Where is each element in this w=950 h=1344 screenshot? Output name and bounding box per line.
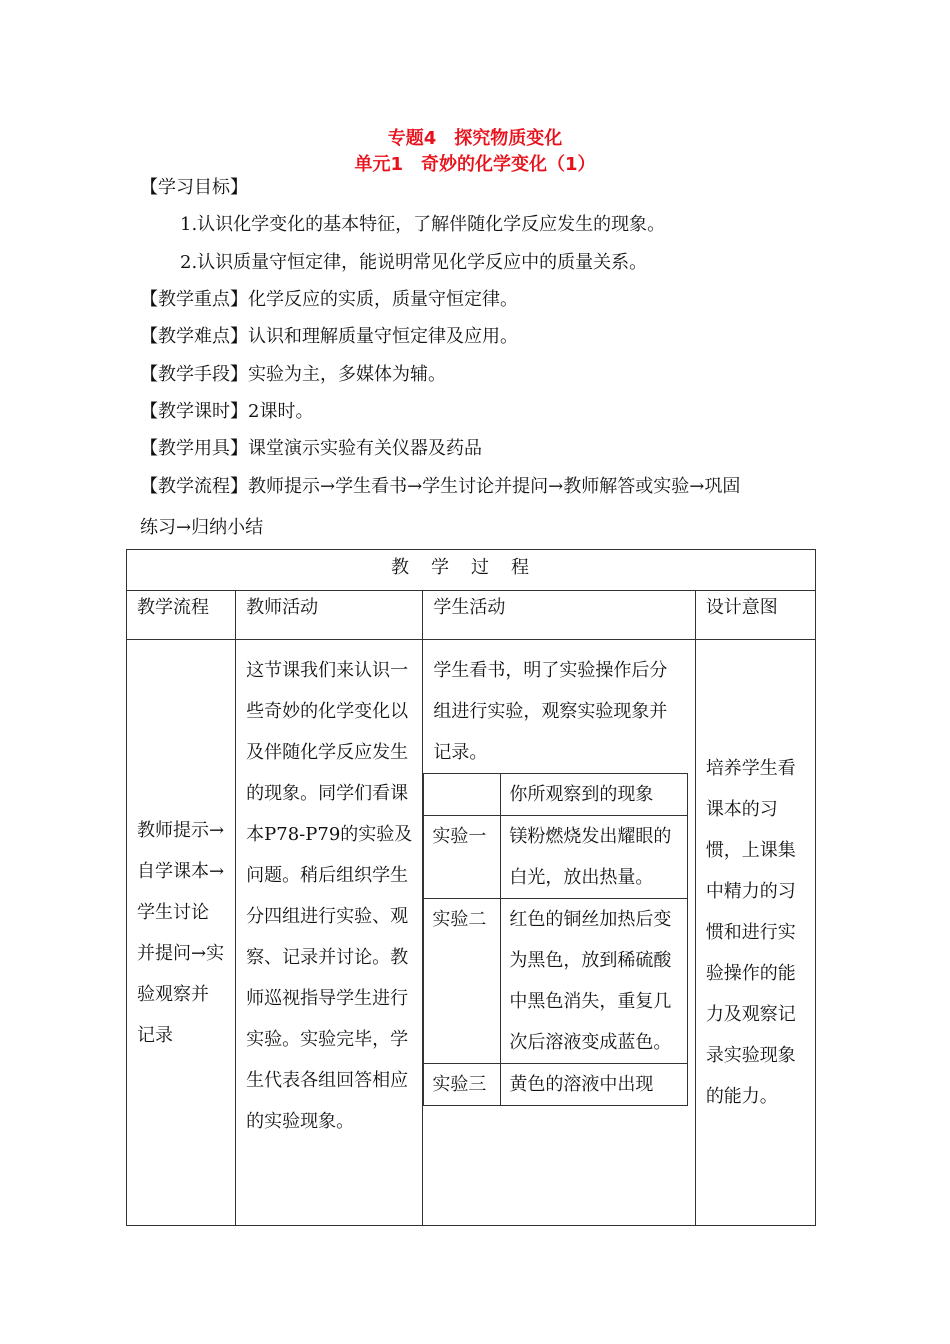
student-intro: 学生看书，明了实验操作后分组进行实验，观察实验现象并记录。 (433, 660, 668, 763)
column-header-intent: 设计意图 (695, 591, 815, 640)
difficulty-text: 认识和理解质量守恒定律及应用。 (248, 326, 518, 347)
flow-label: 【教学流程】 (140, 476, 248, 497)
key-point-row (140, 288, 518, 312)
means-row (140, 363, 446, 387)
teacher-activity-cell: 这节课我们来认识一些奇妙的化学变化以及伴随化学反应发生的现象。同学们看课本P78-P79的实验及问题。稍后组织学生分四组进行实验、观察、记录并讨论。教师巡视指导学生进行实验。实验完毕，学生代表各组回答相应的实验现象。 (236, 640, 423, 1226)
objective-1: 1.认识化学变化的基本特征，了解伴随化学反应发生的现象。 (180, 214, 666, 235)
observation-header: 你所观察到的现象 (501, 774, 688, 816)
experiment-result: 黄色的溶液中出现 (501, 1064, 688, 1106)
difficulty-label: 【教学难点】 (140, 326, 248, 347)
doc-subtitle: 单元1 奇妙的化学变化（1） (354, 154, 596, 175)
means-label: 【教学手段】 (140, 364, 248, 385)
observation-corner (424, 774, 501, 816)
objective-2: 2.认识质量守恒定律，能说明常见化学反应中的质量关系。 (180, 252, 648, 273)
difficulty-row (140, 325, 518, 349)
hours-text: 2课时。 (248, 401, 314, 422)
tools-row (140, 437, 482, 461)
objectives-label: 【学习目标】 (140, 177, 248, 198)
experiment-name: 实验一 (424, 816, 501, 899)
doc-title: 专题4 探究物质变化 (387, 128, 563, 149)
experiment-result: 镁粉燃烧发出耀眼的白光，放出热量。 (501, 816, 688, 899)
column-header-student: 学生活动 (423, 591, 695, 640)
flow-cell: 教师提示→自学课本→学生讨论并提问→实验观察并记录 (127, 640, 236, 1226)
experiment-name: 实验三 (424, 1064, 501, 1106)
flow-row (140, 475, 740, 499)
experiment-name: 实验二 (424, 899, 501, 1064)
table-header: 教学过程 (127, 550, 816, 591)
teaching-process-table (126, 549, 816, 1226)
key-label: 【教学重点】 (140, 289, 248, 310)
column-header-teacher: 教师活动 (236, 591, 423, 640)
hours-row (140, 400, 313, 424)
hours-label: 【教学课时】 (140, 401, 248, 422)
column-header-flow: 教学流程 (127, 591, 236, 640)
experiment-result: 红色的铜丝加热后变为黑色，放到稀硫酸中黑色消失，重复几次后溶液变成蓝色。 (501, 899, 688, 1064)
tools-label: 【教学用具】 (140, 438, 248, 459)
design-intent-cell: 培养学生看课本的习惯，上课集中精力的习惯和进行实验操作的能力及观察记录实验现象的能力。 (695, 640, 815, 1226)
flow-text: 教师提示→学生看书→学生讨论并提问→教师解答或实验→巩固 (248, 476, 741, 497)
means-text: 实验为主，多媒体为辅。 (248, 364, 446, 385)
student-activity-cell (423, 640, 695, 1226)
key-text: 化学反应的实质，质量守恒定律。 (248, 289, 518, 310)
observation-table (423, 773, 688, 1106)
tools-text: 课堂演示实验有关仪器及药品 (248, 438, 482, 459)
flow-row-cont: 练习→归纳小结 (140, 517, 264, 538)
